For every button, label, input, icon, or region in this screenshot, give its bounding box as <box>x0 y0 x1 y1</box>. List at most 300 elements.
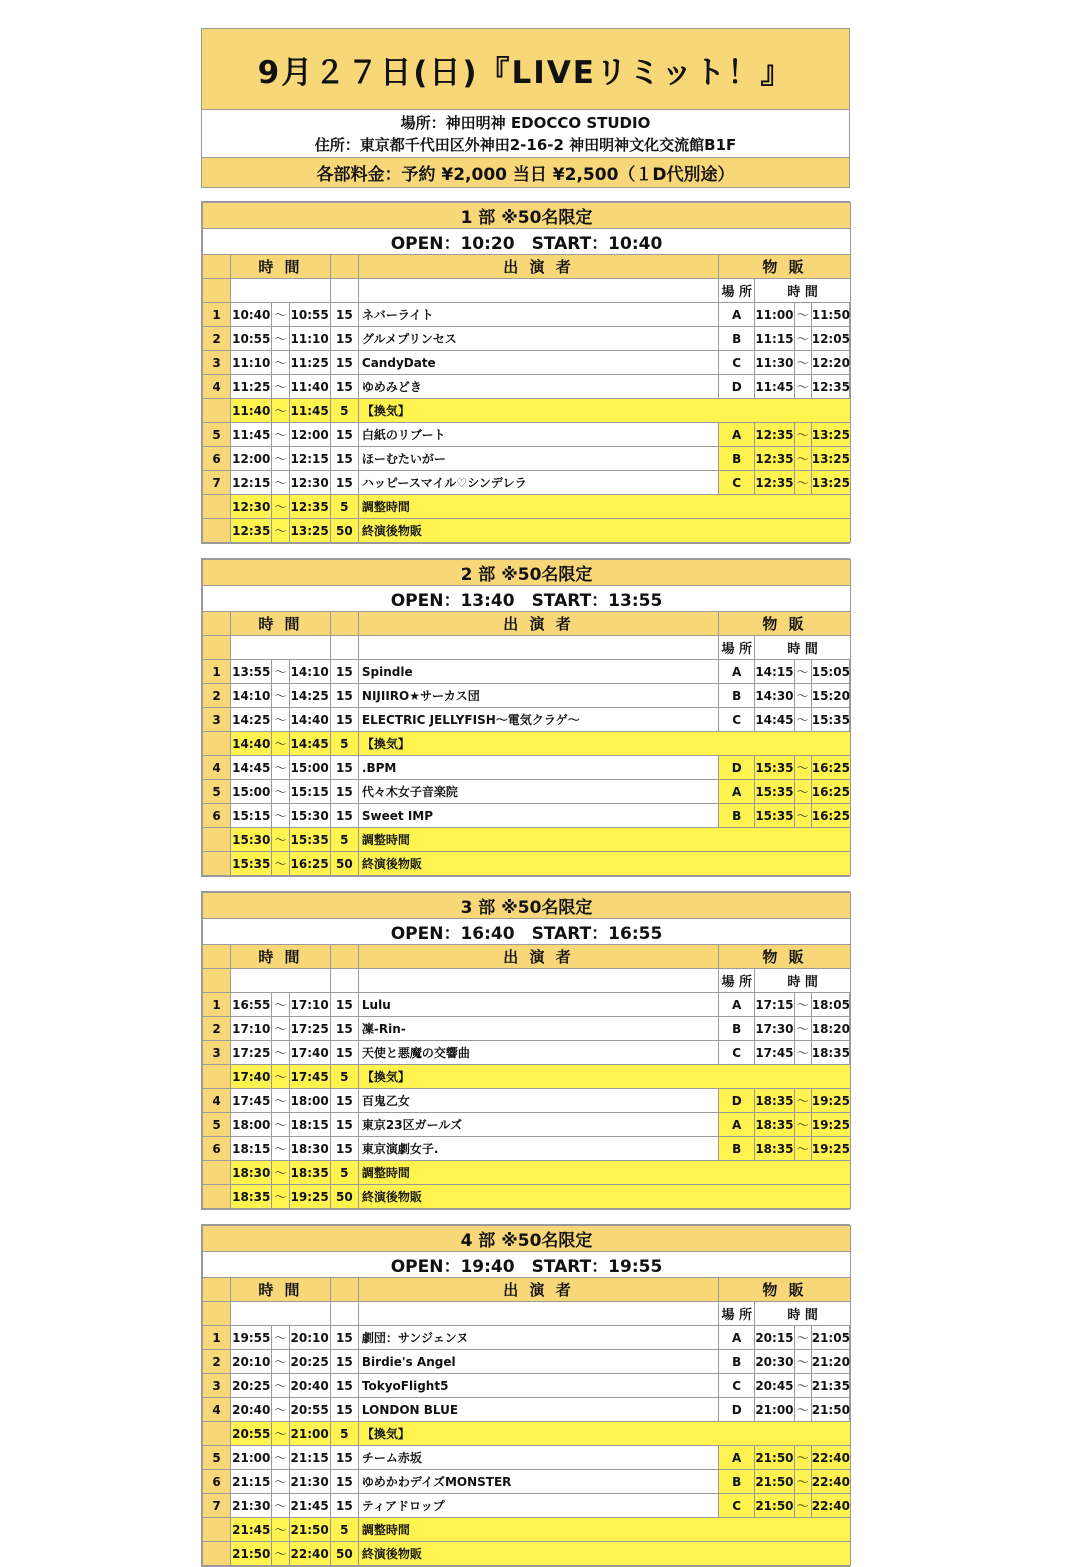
tilde: ～ <box>272 1041 289 1065</box>
merch-place: D <box>719 1398 755 1422</box>
end-time: 15:35 <box>289 828 330 852</box>
tilde: ～ <box>272 1161 289 1185</box>
performer-name: ハッピースマイル♡シンデレラ <box>358 471 718 495</box>
table-row <box>203 1041 851 1065</box>
header-merch-time: 時 間 <box>755 969 851 993</box>
end-time: 17:45 <box>289 1065 330 1089</box>
merch-place: A <box>719 993 755 1017</box>
start-time: 19:55 <box>231 1326 272 1350</box>
merch-place: C <box>719 471 755 495</box>
break-label: 【換気】 <box>358 732 850 756</box>
table-row <box>203 1470 851 1494</box>
table-row <box>203 780 851 804</box>
row-number <box>203 852 231 876</box>
table-row <box>203 660 851 684</box>
start-time: 11:45 <box>231 423 272 447</box>
tilde: ～ <box>272 1326 289 1350</box>
end-time: 14:25 <box>289 684 330 708</box>
row-number: 5 <box>203 423 231 447</box>
tilde: ～ <box>272 1065 289 1089</box>
tilde: ～ <box>272 1422 289 1446</box>
merch-end: 19:25 <box>811 1089 850 1113</box>
merch-start: 20:45 <box>755 1374 794 1398</box>
table-row <box>203 327 851 351</box>
header-performer: 出 演 者 <box>358 1278 718 1302</box>
table-row <box>203 303 851 327</box>
duration: 5 <box>330 399 358 423</box>
merch-place: A <box>719 1113 755 1137</box>
end-time: 19:25 <box>289 1185 330 1209</box>
merch-place: B <box>719 447 755 471</box>
row-number: 5 <box>203 1113 231 1137</box>
tilde: ～ <box>794 423 811 447</box>
table-row <box>203 1326 851 1350</box>
break-row <box>203 1065 851 1089</box>
break-label: 終演後物販 <box>358 852 850 876</box>
tilde: ～ <box>272 756 289 780</box>
merch-start: 21:50 <box>755 1446 794 1470</box>
tilde: ～ <box>272 780 289 804</box>
start-time: 15:15 <box>231 804 272 828</box>
row-number <box>203 1542 231 1566</box>
merch-end: 11:50 <box>811 303 850 327</box>
tilde: ～ <box>794 1041 811 1065</box>
merch-end: 15:35 <box>811 708 850 732</box>
duration: 15 <box>330 804 358 828</box>
start-time: 14:40 <box>231 732 272 756</box>
duration: 15 <box>330 303 358 327</box>
duration: 5 <box>330 1161 358 1185</box>
start-time: 12:15 <box>231 471 272 495</box>
end-time: 15:30 <box>289 804 330 828</box>
end-time: 11:25 <box>289 351 330 375</box>
row-number: 7 <box>203 471 231 495</box>
merch-start: 15:35 <box>755 804 794 828</box>
table-row <box>203 1494 851 1518</box>
break-row <box>203 1161 851 1185</box>
merch-start: 21:50 <box>755 1470 794 1494</box>
row-number <box>203 399 231 423</box>
merch-end: 12:20 <box>811 351 850 375</box>
duration: 15 <box>330 1470 358 1494</box>
break-row <box>203 399 851 423</box>
part-title-row <box>203 893 851 919</box>
tilde: ～ <box>272 519 289 543</box>
part-1 <box>201 201 850 544</box>
tilde: ～ <box>272 375 289 399</box>
break-label: 【換気】 <box>358 399 850 423</box>
start-time: 17:10 <box>231 1017 272 1041</box>
header-place: 場 所 <box>719 969 755 993</box>
merch-end: 18:05 <box>811 993 850 1017</box>
duration: 15 <box>330 1326 358 1350</box>
merch-start: 20:30 <box>755 1350 794 1374</box>
sub-no <box>203 1302 231 1326</box>
part-4 <box>201 1224 850 1567</box>
merch-start: 11:15 <box>755 327 794 351</box>
merch-start: 18:35 <box>755 1089 794 1113</box>
duration: 15 <box>330 1398 358 1422</box>
performer-name: 白紙のリブート <box>358 423 718 447</box>
performer-name: 東京23区ガールズ <box>358 1113 718 1137</box>
duration: 15 <box>330 780 358 804</box>
row-number: 3 <box>203 351 231 375</box>
start-time: 21:30 <box>231 1494 272 1518</box>
sub-header-row <box>203 1302 851 1326</box>
tilde: ～ <box>794 471 811 495</box>
sub-performer <box>358 969 718 993</box>
performer-name: ネバーライト <box>358 303 718 327</box>
sub-no <box>203 969 231 993</box>
performer-name: Birdie's Angel <box>358 1350 718 1374</box>
duration: 50 <box>330 519 358 543</box>
row-number: 2 <box>203 1350 231 1374</box>
merch-start: 21:00 <box>755 1398 794 1422</box>
start-time: 12:35 <box>231 519 272 543</box>
end-time: 17:10 <box>289 993 330 1017</box>
row-number: 3 <box>203 708 231 732</box>
merch-end: 22:40 <box>811 1494 850 1518</box>
merch-start: 20:15 <box>755 1326 794 1350</box>
sub-dur <box>330 1302 358 1326</box>
part-title-row <box>203 203 851 229</box>
row-number: 5 <box>203 780 231 804</box>
table-row <box>203 804 851 828</box>
tilde: ～ <box>272 1518 289 1542</box>
break-row <box>203 495 851 519</box>
tilde: ～ <box>272 732 289 756</box>
tilde: ～ <box>794 804 811 828</box>
start-time: 17:40 <box>231 1065 272 1089</box>
sub-no <box>203 636 231 660</box>
duration: 50 <box>330 852 358 876</box>
merch-place: B <box>719 1137 755 1161</box>
duration: 15 <box>330 471 358 495</box>
end-time: 18:35 <box>289 1161 330 1185</box>
merch-place: C <box>719 1494 755 1518</box>
tilde: ～ <box>272 1470 289 1494</box>
table-row <box>203 1113 851 1137</box>
column-header-row <box>203 255 851 279</box>
tilde: ～ <box>794 1350 811 1374</box>
header-place: 場 所 <box>719 636 755 660</box>
start-time: 11:10 <box>231 351 272 375</box>
merch-end: 18:35 <box>811 1041 850 1065</box>
end-time: 15:00 <box>289 756 330 780</box>
end-time: 17:40 <box>289 1041 330 1065</box>
open-start: OPEN：10:20 START：10:40 <box>203 229 851 255</box>
duration: 15 <box>330 1017 358 1041</box>
performer-name: 百鬼乙女 <box>358 1089 718 1113</box>
header-merch-time: 時 間 <box>755 1302 851 1326</box>
tilde: ～ <box>272 1137 289 1161</box>
merch-start: 12:35 <box>755 471 794 495</box>
performer-name: ゆめみどき <box>358 375 718 399</box>
end-time: 11:45 <box>289 399 330 423</box>
open-start: OPEN：13:40 START：13:55 <box>203 586 851 612</box>
row-number: 6 <box>203 447 231 471</box>
end-time: 11:40 <box>289 375 330 399</box>
tilde: ～ <box>272 495 289 519</box>
merch-place: A <box>719 780 755 804</box>
break-row <box>203 732 851 756</box>
start-time: 15:35 <box>231 852 272 876</box>
duration: 15 <box>330 708 358 732</box>
end-time: 20:10 <box>289 1326 330 1350</box>
start-time: 11:40 <box>231 399 272 423</box>
end-time: 12:15 <box>289 447 330 471</box>
row-number: 6 <box>203 1137 231 1161</box>
part-title: 2 部 ※50名限定 <box>203 560 851 586</box>
table-row <box>203 375 851 399</box>
row-number: 4 <box>203 1089 231 1113</box>
tilde: ～ <box>272 399 289 423</box>
row-number: 3 <box>203 1041 231 1065</box>
row-number: 2 <box>203 1017 231 1041</box>
merch-place: A <box>719 660 755 684</box>
break-row <box>203 1422 851 1446</box>
tilde: ～ <box>272 1017 289 1041</box>
duration: 5 <box>330 1065 358 1089</box>
duration: 5 <box>330 1518 358 1542</box>
merch-place: B <box>719 1470 755 1494</box>
merch-end: 21:20 <box>811 1350 850 1374</box>
merch-start: 14:45 <box>755 708 794 732</box>
sub-header-row <box>203 636 851 660</box>
row-number: 1 <box>203 1326 231 1350</box>
part-title-row <box>203 560 851 586</box>
duration: 15 <box>330 1113 358 1137</box>
performer-name: Spindle <box>358 660 718 684</box>
row-number: 1 <box>203 660 231 684</box>
tilde: ～ <box>272 1494 289 1518</box>
header-time: 時 間 <box>231 1278 331 1302</box>
tilde: ～ <box>272 660 289 684</box>
row-number <box>203 1185 231 1209</box>
schedule-table <box>202 1225 851 1566</box>
timetable <box>201 28 850 1567</box>
end-time: 21:50 <box>289 1518 330 1542</box>
duration: 15 <box>330 993 358 1017</box>
performer-name: ELECTRIC JELLYFISH～電気クラゲ～ <box>358 708 718 732</box>
row-number: 4 <box>203 375 231 399</box>
start-time: 21:00 <box>231 1446 272 1470</box>
merch-end: 21:05 <box>811 1326 850 1350</box>
end-time: 20:25 <box>289 1350 330 1374</box>
performer-name: CandyDate <box>358 351 718 375</box>
merch-start: 18:35 <box>755 1137 794 1161</box>
break-label: 終演後物販 <box>358 519 850 543</box>
merch-end: 12:35 <box>811 375 850 399</box>
end-time: 21:00 <box>289 1422 330 1446</box>
merch-start: 12:35 <box>755 447 794 471</box>
break-label: 調整時間 <box>358 1518 850 1542</box>
row-number: 2 <box>203 327 231 351</box>
start-time: 12:30 <box>231 495 272 519</box>
tilde: ～ <box>794 1398 811 1422</box>
duration: 15 <box>330 375 358 399</box>
header-merch: 物 販 <box>719 612 851 636</box>
row-number: 1 <box>203 303 231 327</box>
row-number <box>203 1065 231 1089</box>
open-start-row <box>203 1252 851 1278</box>
part-title: 4 部 ※50名限定 <box>203 1226 851 1252</box>
row-number <box>203 1161 231 1185</box>
start-time: 15:30 <box>231 828 272 852</box>
performer-name: 天使と悪魔の交響曲 <box>358 1041 718 1065</box>
break-row <box>203 1542 851 1566</box>
end-time: 15:15 <box>289 780 330 804</box>
table-row <box>203 684 851 708</box>
part-2 <box>201 558 850 877</box>
start-time: 17:45 <box>231 1089 272 1113</box>
tilde: ～ <box>794 1494 811 1518</box>
break-label: 終演後物販 <box>358 1542 850 1566</box>
tilde: ～ <box>794 1446 811 1470</box>
tilde: ～ <box>794 660 811 684</box>
break-row <box>203 519 851 543</box>
tilde: ～ <box>794 756 811 780</box>
merch-place: C <box>719 708 755 732</box>
header-performer: 出 演 者 <box>358 255 718 279</box>
header-no <box>203 612 231 636</box>
break-label: 調整時間 <box>358 1161 850 1185</box>
tilde: ～ <box>272 471 289 495</box>
merch-end: 19:25 <box>811 1137 850 1161</box>
performer-name: .BPM <box>358 756 718 780</box>
row-number <box>203 519 231 543</box>
end-time: 18:00 <box>289 1089 330 1113</box>
tilde: ～ <box>272 1374 289 1398</box>
duration: 15 <box>330 327 358 351</box>
column-header-row <box>203 945 851 969</box>
tilde: ～ <box>794 1374 811 1398</box>
merch-start: 15:35 <box>755 780 794 804</box>
start-time: 11:25 <box>231 375 272 399</box>
merch-start: 14:30 <box>755 684 794 708</box>
start-time: 21:50 <box>231 1542 272 1566</box>
row-number: 2 <box>203 684 231 708</box>
sub-performer <box>358 636 718 660</box>
sub-performer <box>358 279 718 303</box>
end-time: 11:10 <box>289 327 330 351</box>
break-label: 【換気】 <box>358 1422 850 1446</box>
open-start-row <box>203 919 851 945</box>
tilde: ～ <box>794 993 811 1017</box>
header-dur <box>330 1278 358 1302</box>
sub-no <box>203 279 231 303</box>
break-label: 調整時間 <box>358 828 850 852</box>
open-start: OPEN：16:40 START：16:55 <box>203 919 851 945</box>
end-time: 22:40 <box>289 1542 330 1566</box>
row-number: 4 <box>203 756 231 780</box>
merch-place: B <box>719 1350 755 1374</box>
tilde: ～ <box>794 327 811 351</box>
start-time: 14:10 <box>231 684 272 708</box>
open-start: OPEN：19:40 START：19:55 <box>203 1252 851 1278</box>
merch-place: A <box>719 303 755 327</box>
duration: 15 <box>330 1089 358 1113</box>
start-time: 17:25 <box>231 1041 272 1065</box>
tilde: ～ <box>272 1350 289 1374</box>
tilde: ～ <box>272 1446 289 1470</box>
row-number: 4 <box>203 1398 231 1422</box>
merch-place: A <box>719 1446 755 1470</box>
tilde: ～ <box>794 1470 811 1494</box>
venue: 場所：神田明神 EDOCCO STUDIO <box>400 114 651 132</box>
performer-name: チーム赤坂 <box>358 1446 718 1470</box>
end-time: 17:25 <box>289 1017 330 1041</box>
performer-name: Lulu <box>358 993 718 1017</box>
break-label: 終演後物販 <box>358 1185 850 1209</box>
tilde: ～ <box>794 1326 811 1350</box>
merch-place: B <box>719 684 755 708</box>
tilde: ～ <box>272 804 289 828</box>
merch-end: 16:25 <box>811 756 850 780</box>
tilde: ～ <box>272 852 289 876</box>
part-title: 1 部 ※50名限定 <box>203 203 851 229</box>
merch-place: A <box>719 1326 755 1350</box>
merch-end: 12:05 <box>811 327 850 351</box>
tilde: ～ <box>272 708 289 732</box>
parts-container <box>201 201 850 1567</box>
duration: 15 <box>330 660 358 684</box>
table-row <box>203 423 851 447</box>
performer-name: LONDON BLUE <box>358 1398 718 1422</box>
performer-name: 凜-Rin- <box>358 1017 718 1041</box>
row-number: 3 <box>203 1374 231 1398</box>
sub-dur <box>330 279 358 303</box>
sub-time <box>231 969 331 993</box>
duration: 5 <box>330 495 358 519</box>
header-no <box>203 945 231 969</box>
schedule-table <box>202 892 851 1209</box>
merch-place: D <box>719 756 755 780</box>
start-time: 10:40 <box>231 303 272 327</box>
break-row <box>203 852 851 876</box>
merch-end: 21:50 <box>811 1398 850 1422</box>
header-merch: 物 販 <box>719 945 851 969</box>
tilde: ～ <box>272 303 289 327</box>
duration: 15 <box>330 423 358 447</box>
duration: 5 <box>330 1422 358 1446</box>
tilde: ～ <box>794 708 811 732</box>
performer-name: Sweet IMP <box>358 804 718 828</box>
header-no <box>203 1278 231 1302</box>
part-title: 3 部 ※50名限定 <box>203 893 851 919</box>
merch-start: 12:35 <box>755 423 794 447</box>
header-merch-time: 時 間 <box>755 636 851 660</box>
sub-time <box>231 636 331 660</box>
row-number <box>203 732 231 756</box>
merch-end: 15:05 <box>811 660 850 684</box>
table-row <box>203 708 851 732</box>
open-start-row <box>203 229 851 255</box>
merch-place: C <box>719 1041 755 1065</box>
start-time: 16:55 <box>231 993 272 1017</box>
performer-name: ゆめかわデイズMONSTER <box>358 1470 718 1494</box>
merch-place: B <box>719 804 755 828</box>
duration: 5 <box>330 828 358 852</box>
end-time: 21:45 <box>289 1494 330 1518</box>
end-time: 14:40 <box>289 708 330 732</box>
duration: 50 <box>330 1542 358 1566</box>
duration: 50 <box>330 1185 358 1209</box>
break-row <box>203 828 851 852</box>
merch-start: 11:00 <box>755 303 794 327</box>
merch-start: 14:15 <box>755 660 794 684</box>
duration: 15 <box>330 1350 358 1374</box>
